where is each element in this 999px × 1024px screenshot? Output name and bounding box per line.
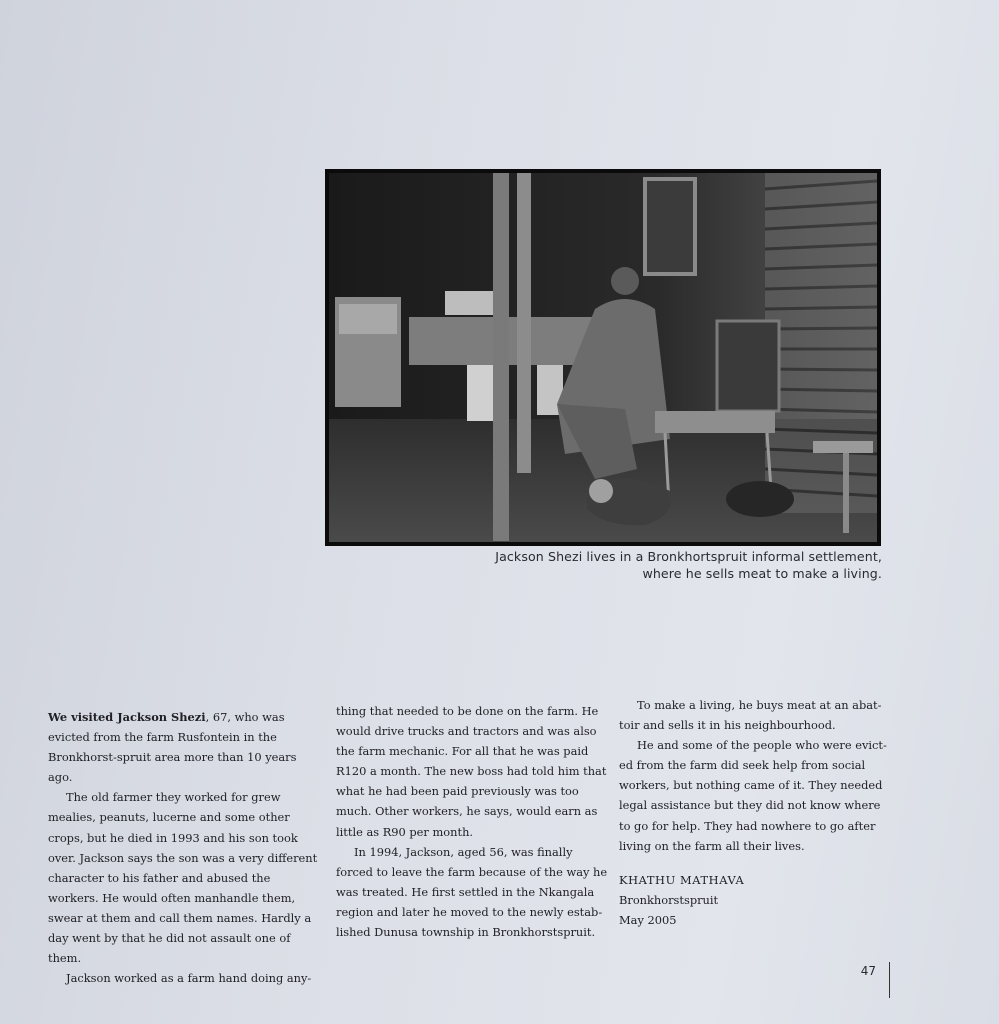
paragraph: In 1994, Jackson, aged 56, was finally forced to leave the farm because of the way he was treated. He first settled in the Nkangala region and later he moved to the newly estab-lished Dunusa township in Bronkhorstspruit. (336, 844, 608, 940)
paragraph: He and some of the people who were evict-ed from the farm did seek help from social workers, but nothing came of it. They needed legal assistance but they did not know where to go for help. They had nowhere to go after living on the farm all their lives. (619, 738, 887, 853)
byline-author: KHATHU MATHAVA (619, 872, 745, 887)
byline-place: Bronkhorstspruit (619, 892, 719, 907)
text-column-2 (336, 701, 608, 942)
text-column-1 (48, 707, 324, 988)
paragraph: Jackson worked as a farm hand doing any- (66, 971, 312, 986)
page-number-rule (889, 962, 890, 998)
photo-caption (440, 548, 882, 582)
byline (619, 870, 891, 930)
paragraph: thing that needed to be done on the farm. He would drive trucks and tractors and was also the farm mechanic. For all that he was paid R120 a month. The new boss had told him that what he had been paid previously was too much. Other workers, he says, would earn as little as R90 per month. (336, 704, 607, 839)
page-number: 47 (860, 964, 876, 978)
paragraph: To make a living, he buys meat at an abat-toir and sells it in his neighbourhood. (619, 698, 882, 733)
caption-line-2: where he sells meat to make a living. (642, 566, 882, 581)
byline-date: May 2005 (619, 912, 677, 927)
lead-in: We visited Jackson Shezi (48, 710, 206, 724)
paragraph (48, 707, 324, 787)
caption-line-1: Jackson Shezi lives in a Bronkhortspruit informal settlement, (495, 549, 882, 564)
text-column-3 (619, 695, 891, 930)
paragraph-text: , 67, who was evicted from the farm Rusfontein in the Bronkhorst-spruit area more than 10 years ago. (48, 710, 297, 785)
photo-illustration (325, 169, 881, 546)
photograph-jackson-shezi (325, 169, 881, 546)
paragraph: The old farmer they worked for grew mealies, peanuts, lucerne and some other crops, but he died in 1993 and his son took over. Jackson says the son was a very different character to his father and abused the workers. He would often manhandle them, swear at them and call them names. Hardly a day went by that he did not assault one of them. (48, 790, 318, 966)
